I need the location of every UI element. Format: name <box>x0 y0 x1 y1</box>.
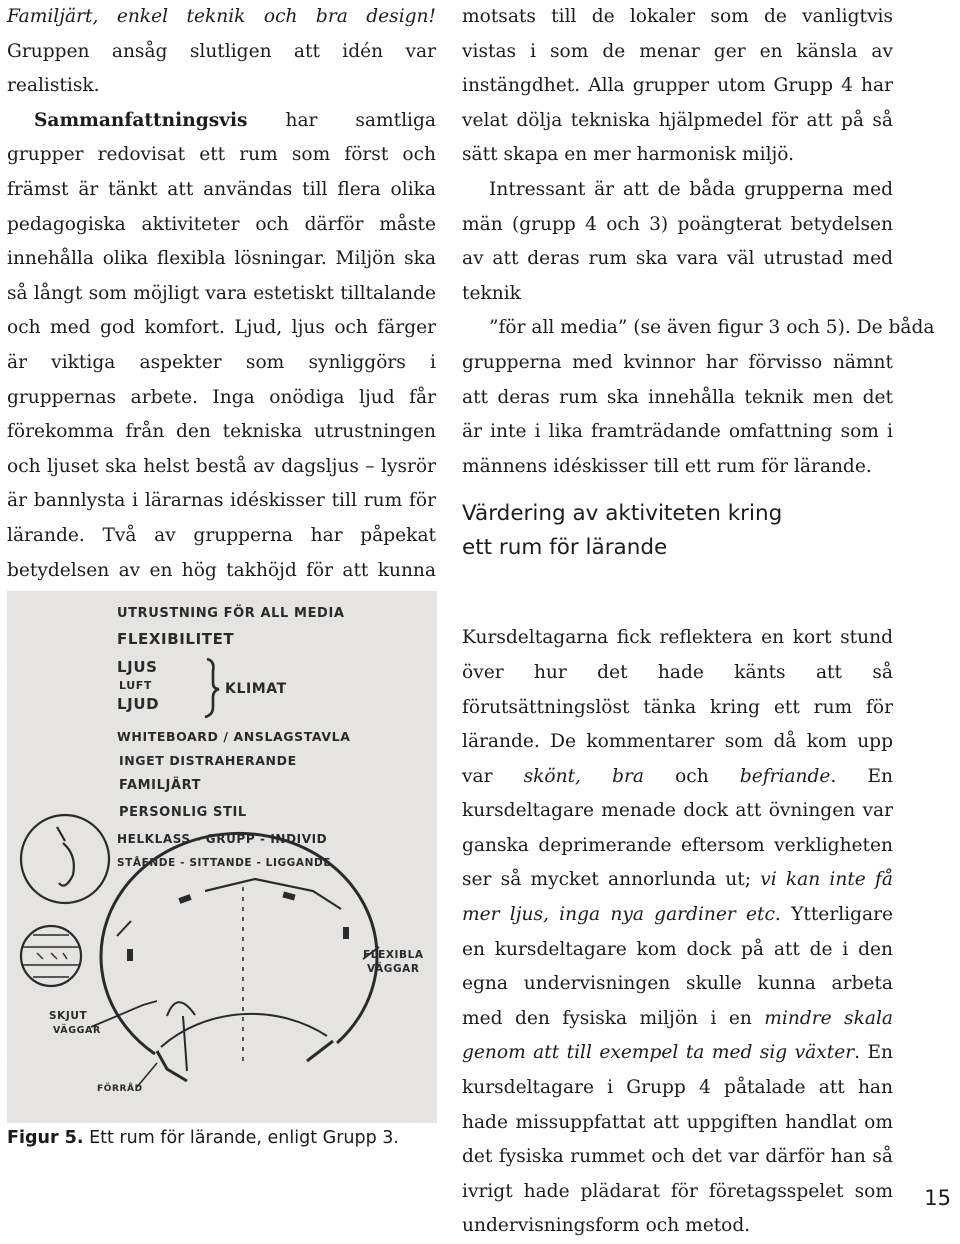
right-p2-part-a: Intressant är att de båda grupperna med män (grupp 4 och 3) poängterat betydelsen av att deras rum ska vara väl utrustad med teknik <box>462 178 893 304</box>
section-heading-line-1: Värdering av aktiviteten kring <box>462 501 783 526</box>
right-p3-text-3: . En kursdeltagare menade dock att övningen var ganska deprimerande eftersom verkligheten ser så mycket annorlunda ut; <box>462 765 894 891</box>
sketch-text-3c: LJUD <box>117 695 160 713</box>
right-p2-part-c: grupperna med kvinnor har förvisso nämnt att deras rum ska innehålla teknik men det är inte i lika framträdande omfattning som i männens idéskisser till ett rum för lärande. <box>462 351 893 477</box>
right-p3-italic-2: befriande <box>739 765 831 787</box>
sketch-text-9: STÅENDE - SITTANDE - LIGGANDE <box>117 857 332 869</box>
sketch-label-forrad: FÖRRÅD <box>97 1084 143 1094</box>
sketch-text-4: WHITEBOARD / ANSLAGSTAVLA <box>117 729 351 744</box>
left-column <box>7 0 436 623</box>
right-paragraph-3 <box>462 621 893 1244</box>
sketch-text-1: UTRUSTNING FÖR ALL MEDIA <box>117 606 345 621</box>
left-p2-keyword: Sammanfattningsvis <box>34 109 248 131</box>
sketch-text-5: INGET DISTRAHERANDE <box>119 753 297 768</box>
figure-caption-text: Ett rum för lärande, enligt Grupp 3. <box>83 1128 399 1148</box>
right-p3-text-2: och <box>643 765 740 787</box>
sketch-text-3b: LUFT <box>119 679 152 692</box>
sketch-text-7: PERSONLIG STIL <box>119 805 247 820</box>
sketch-text-8: HELKLASS - GRUPP - INDIVID <box>117 832 328 846</box>
sketch-label-vaggar2: VÄGGAR <box>53 1025 101 1036</box>
right-p2-part-b: ”för all media” (se även figur 3 och 5). De båda <box>489 317 935 339</box>
sketch-svg <box>7 591 437 1123</box>
figure-sketch <box>7 591 437 1123</box>
sketch-text-6: FAMILJÄRT <box>119 778 202 793</box>
sketch-label-skjut: SKJUT <box>49 1010 88 1022</box>
left-p2-text: har samtliga grupper redovisat ett rum som först och främst är tänkt att användas till flera olika pedagogiska aktiviteter och därför måste innehålla olika flexibla lösningar. Miljön ska så långt som möjligt vara estetiskt tilltalande och med god komfort. Ljud, ljus och färger är viktiga aspekter som synliggörs i gruppernas arbete. Inga onödiga ljud får förekomma från den tekniska utrustningen och ljuset ska helst bestå av dagsljus – lysrör är bannlysta i lärarnas idéskisser till rum för lärande. Två av grupperna har påpekat betydelsen av en hög takhöjd för att kunna <box>7 109 436 581</box>
right-p3-text-4: . Ytterligare en kursdeltagare kom dock på att de i den egna undervisningen skulle kunna arbeta med den fysiska miljön i en <box>462 904 893 1029</box>
sketch-text-2: FLEXIBILITET <box>117 630 235 648</box>
right-p3-text-1: Kursdeltagarna fick reflektera en kort stund över hur det hade känts att så förutsättningslöst tänka kring ett rum för lärande. De kommentarer som då kom upp var <box>462 627 893 787</box>
sketch-text-3d: KLIMAT <box>225 681 287 697</box>
right-p3-text-5: . En kursdeltagare i Grupp 4 påtalade att han hade missuppfattat att uppgiften handlat om det fysiska rummet och det var därför han så ivrigt hade plädarat för företagsspelet som undervisningsform och metod. <box>462 1042 893 1237</box>
right-paragraph-2 <box>462 173 935 484</box>
left-paragraph-1 <box>7 0 436 104</box>
right-p3-italic-1: skönt, bra <box>523 765 644 787</box>
left-paragraph-2 <box>7 104 436 623</box>
figure-caption-label: Figur 5. <box>7 1128 84 1148</box>
sketch-text-3a: LJUS <box>117 658 158 676</box>
figure-caption <box>7 1124 399 1152</box>
section-heading <box>462 497 902 565</box>
page-number: 15 <box>924 1186 951 1210</box>
right-paragraph-1: motsats till de lokaler som de vanligtvis vistas i som de menar ger en känsla av instängdhet. Alla grupper utom Grupp 4 har velat dölja tekniska hjälpmedel för att på så sätt skapa en mer harmonisk miljö. <box>462 6 893 166</box>
right-p3-italic-4: mindre skala genom att till exempel ta med sig växter <box>462 1007 893 1064</box>
sketch-label-vaggar: VÄGGAR <box>367 963 420 975</box>
sketch-label-flexibla: FLEXIBLA <box>363 949 424 961</box>
left-p1-italic: Familjärt, enkel teknik och bra design! <box>7 6 436 27</box>
section-heading-line-2: ett rum för lärande <box>462 535 668 560</box>
left-p1-text: Gruppen ansåg slutligen att idén var realistisk. <box>7 40 436 97</box>
right-column <box>462 0 935 1244</box>
right-p3-italic-3: vi kan inte få mer ljus, inga nya gardiner etc <box>462 869 893 926</box>
